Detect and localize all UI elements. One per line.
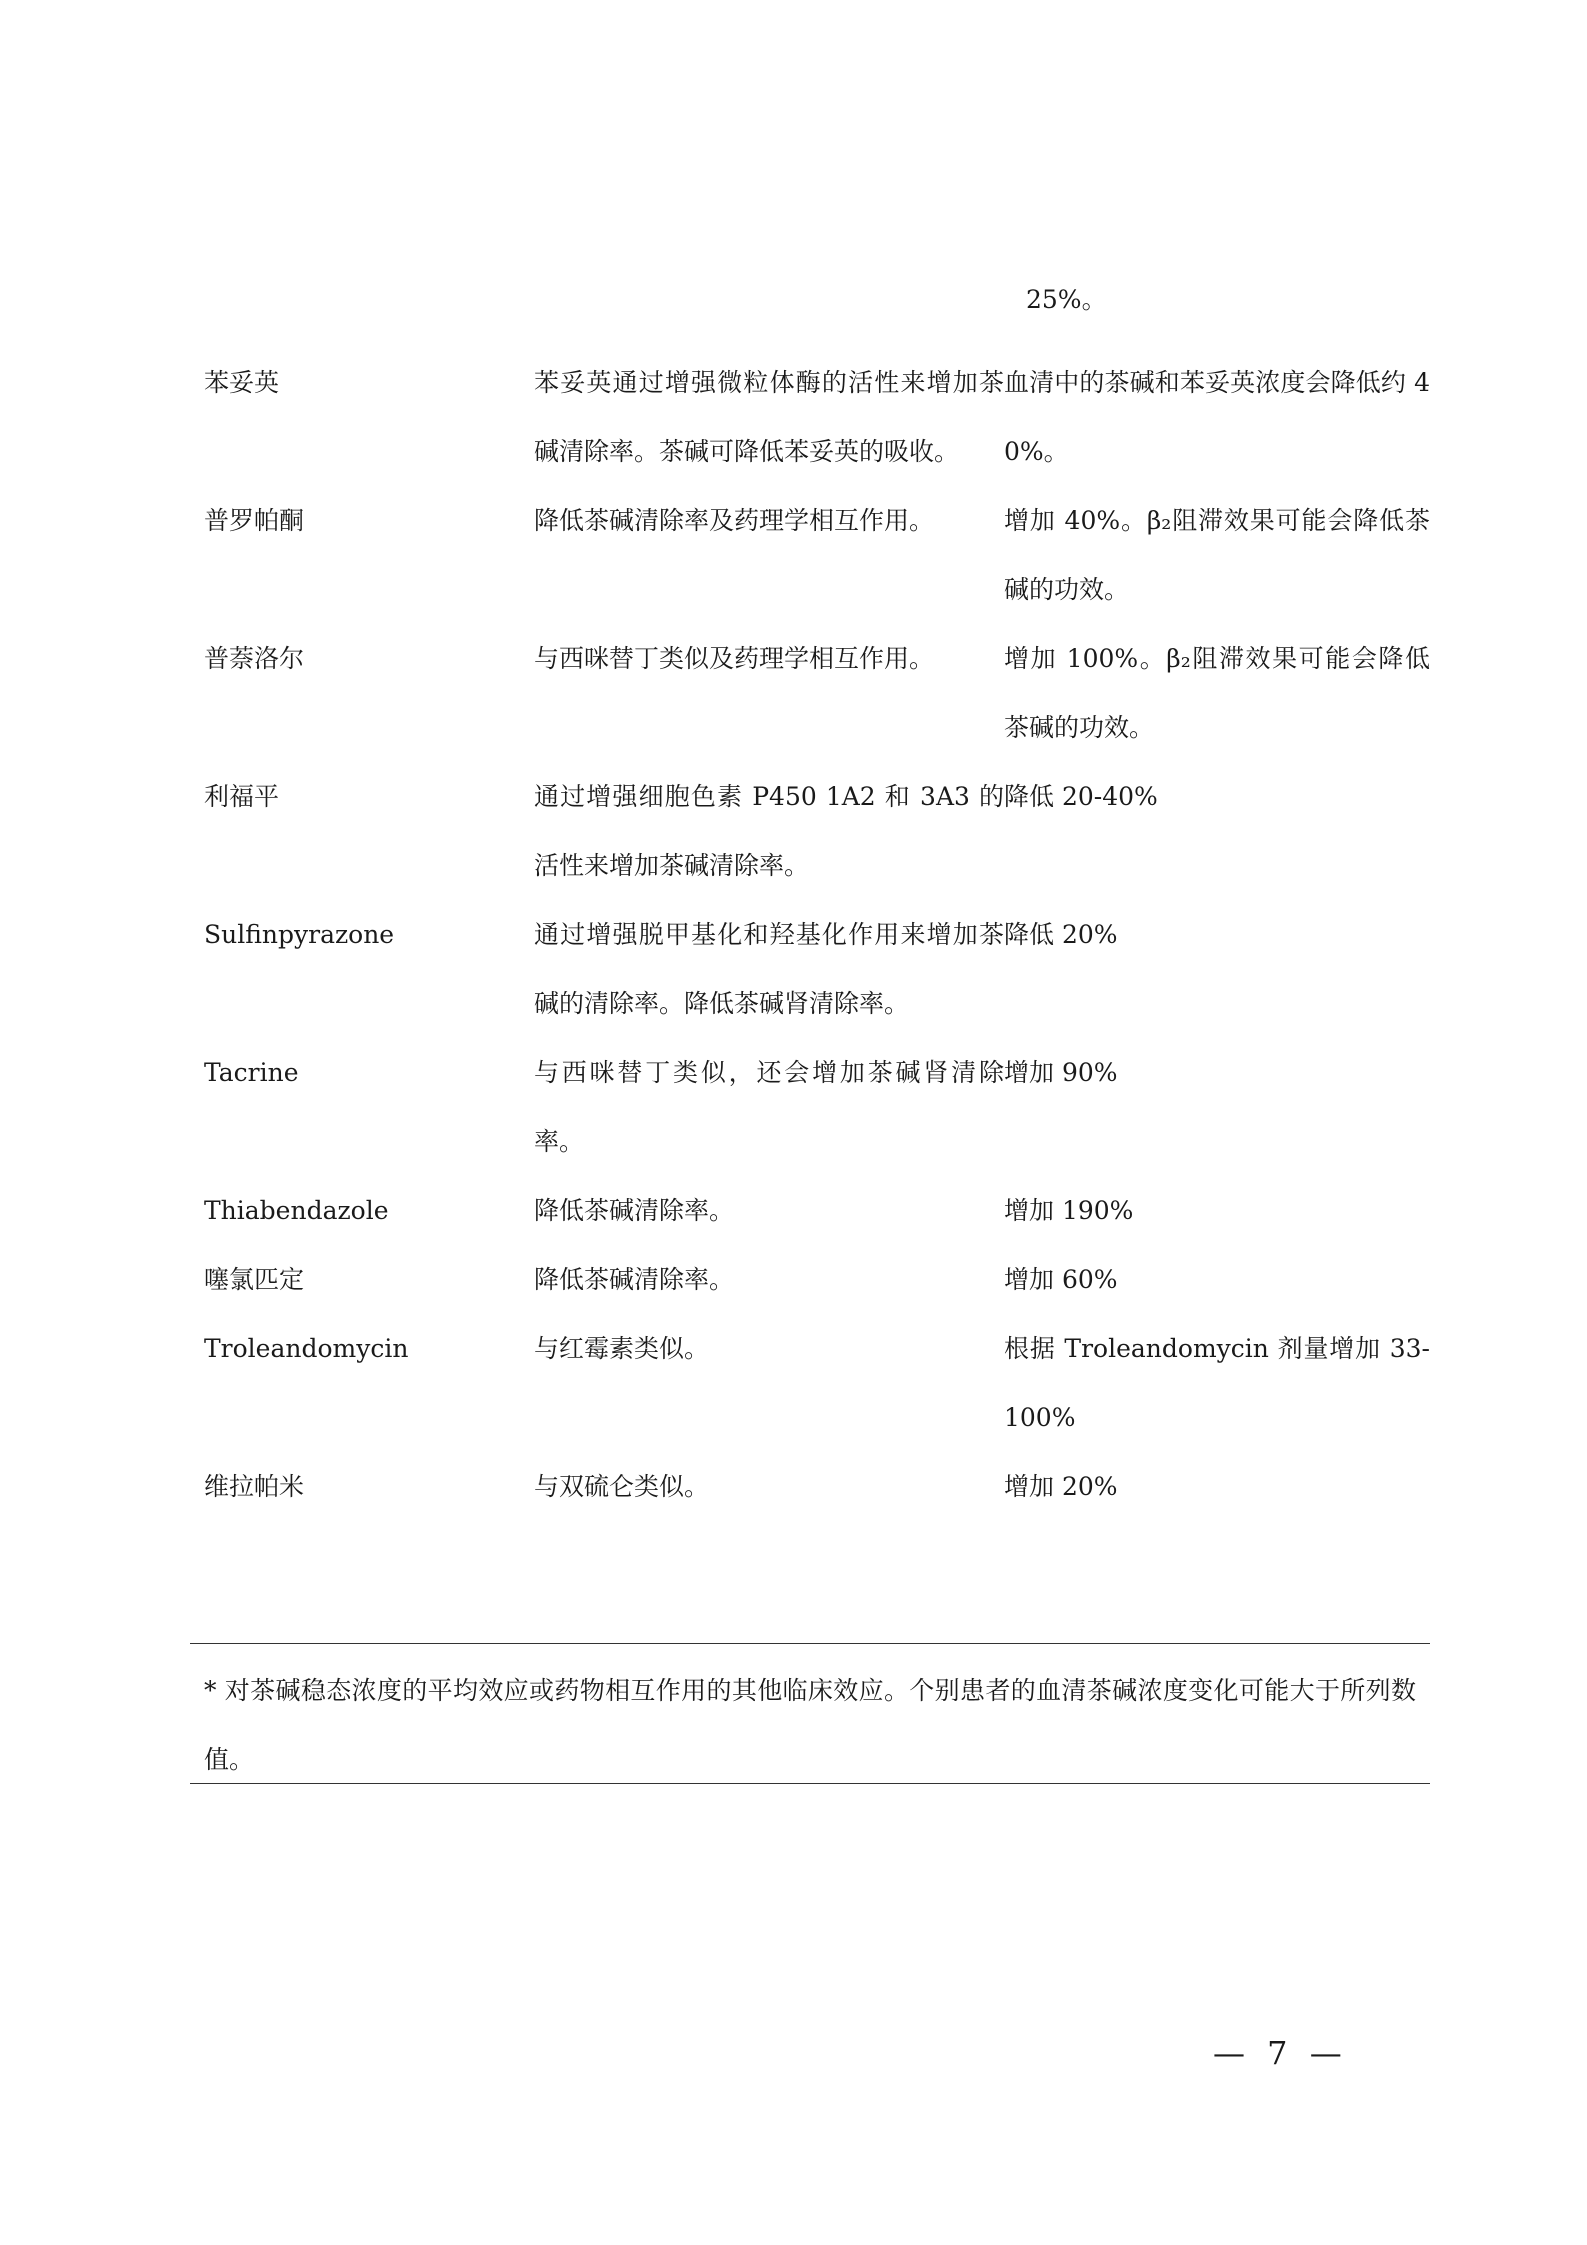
effect-cell: 增加 60% [1004,1265,1118,1294]
effect-cell: 降低 20% [1004,920,1118,949]
drug-cell: 普罗帕酮 [204,506,305,535]
effect-cell: 血清中的茶碱和苯妥英浓度会降低约 40%。 [1004,368,1430,466]
mechanism-cell: 降低茶碱清除率。 [534,1265,735,1294]
drug-cell: Tacrine [204,1058,299,1087]
continued-cell-text: 25%。 [1026,285,1107,314]
table-footnote: * 对茶碱稳态浓度的平均效应或药物相互作用的其他临床效应。个别患者的血清茶碱浓度变化可能大于所列数值。 [204,1676,1416,1774]
table-row [190,900,1430,1038]
effect-cell: 根据 Troleandomycin 剂量增加 33-100% [1004,1334,1430,1432]
drug-cell: Thiabendazole [204,1196,389,1225]
table-row [190,762,1430,900]
mechanism-cell: 降低茶碱清除率及药理学相互作用。 [534,506,935,535]
effect-cell: 增加 40%。β₂阻滞效果可能会降低茶碱的功效。 [1004,506,1430,604]
drug-cell: 噻氯匹定 [204,1265,305,1294]
mechanism-cell: 苯妥英通过增强微粒体酶的活性来增加茶碱清除率。茶碱可降低苯妥英的吸收。 [534,368,1004,466]
interaction-table [190,348,1430,1521]
mechanism-cell: 降低茶碱清除率。 [534,1196,735,1225]
effect-cell: 增加 100%。β₂阻滞效果可能会降低茶碱的功效。 [1004,644,1430,742]
effect-cell: 增加 20% [1004,1472,1118,1501]
table-row [190,624,1430,762]
page-number: — 7 — [1213,2034,1348,2072]
table-row [190,348,1430,486]
drug-cell: Troleandomycin [204,1334,409,1363]
drug-cell: Sulfinpyrazone [204,920,395,949]
mechanism-cell: 与西咪替丁类似及药理学相互作用。 [534,644,935,673]
footnote-bottom-rule [190,1783,1430,1784]
effect-cell: 增加 190% [1004,1196,1134,1225]
table-row [190,1314,1430,1452]
mechanism-cell: 与西咪替丁类似，还会增加茶碱肾清除率。 [534,1058,1004,1156]
table-bottom-rule [190,1643,1430,1644]
mechanism-cell: 通过增强细胞色素 P450 1A2 和 3A3 的活性来增加茶碱清除率。 [534,782,1004,880]
table-row [190,1038,1430,1176]
mechanism-cell: 与红霉素类似。 [534,1334,710,1363]
drug-cell: 维拉帕米 [204,1472,305,1501]
table-row [190,1245,1430,1314]
drug-cell: 利福平 [204,782,280,811]
drug-cell: 普萘洛尔 [204,644,305,673]
table-row [190,1176,1430,1245]
effect-cell: 增加 90% [1004,1058,1118,1087]
table-row [190,1452,1430,1521]
drug-cell: 苯妥英 [204,368,280,397]
table-row [190,486,1430,624]
effect-cell: 降低 20-40% [1004,782,1158,811]
mechanism-cell: 与双硫仑类似。 [534,1472,710,1501]
mechanism-cell: 通过增强脱甲基化和羟基化作用来增加茶碱的清除率。降低茶碱肾清除率。 [534,920,1004,1018]
